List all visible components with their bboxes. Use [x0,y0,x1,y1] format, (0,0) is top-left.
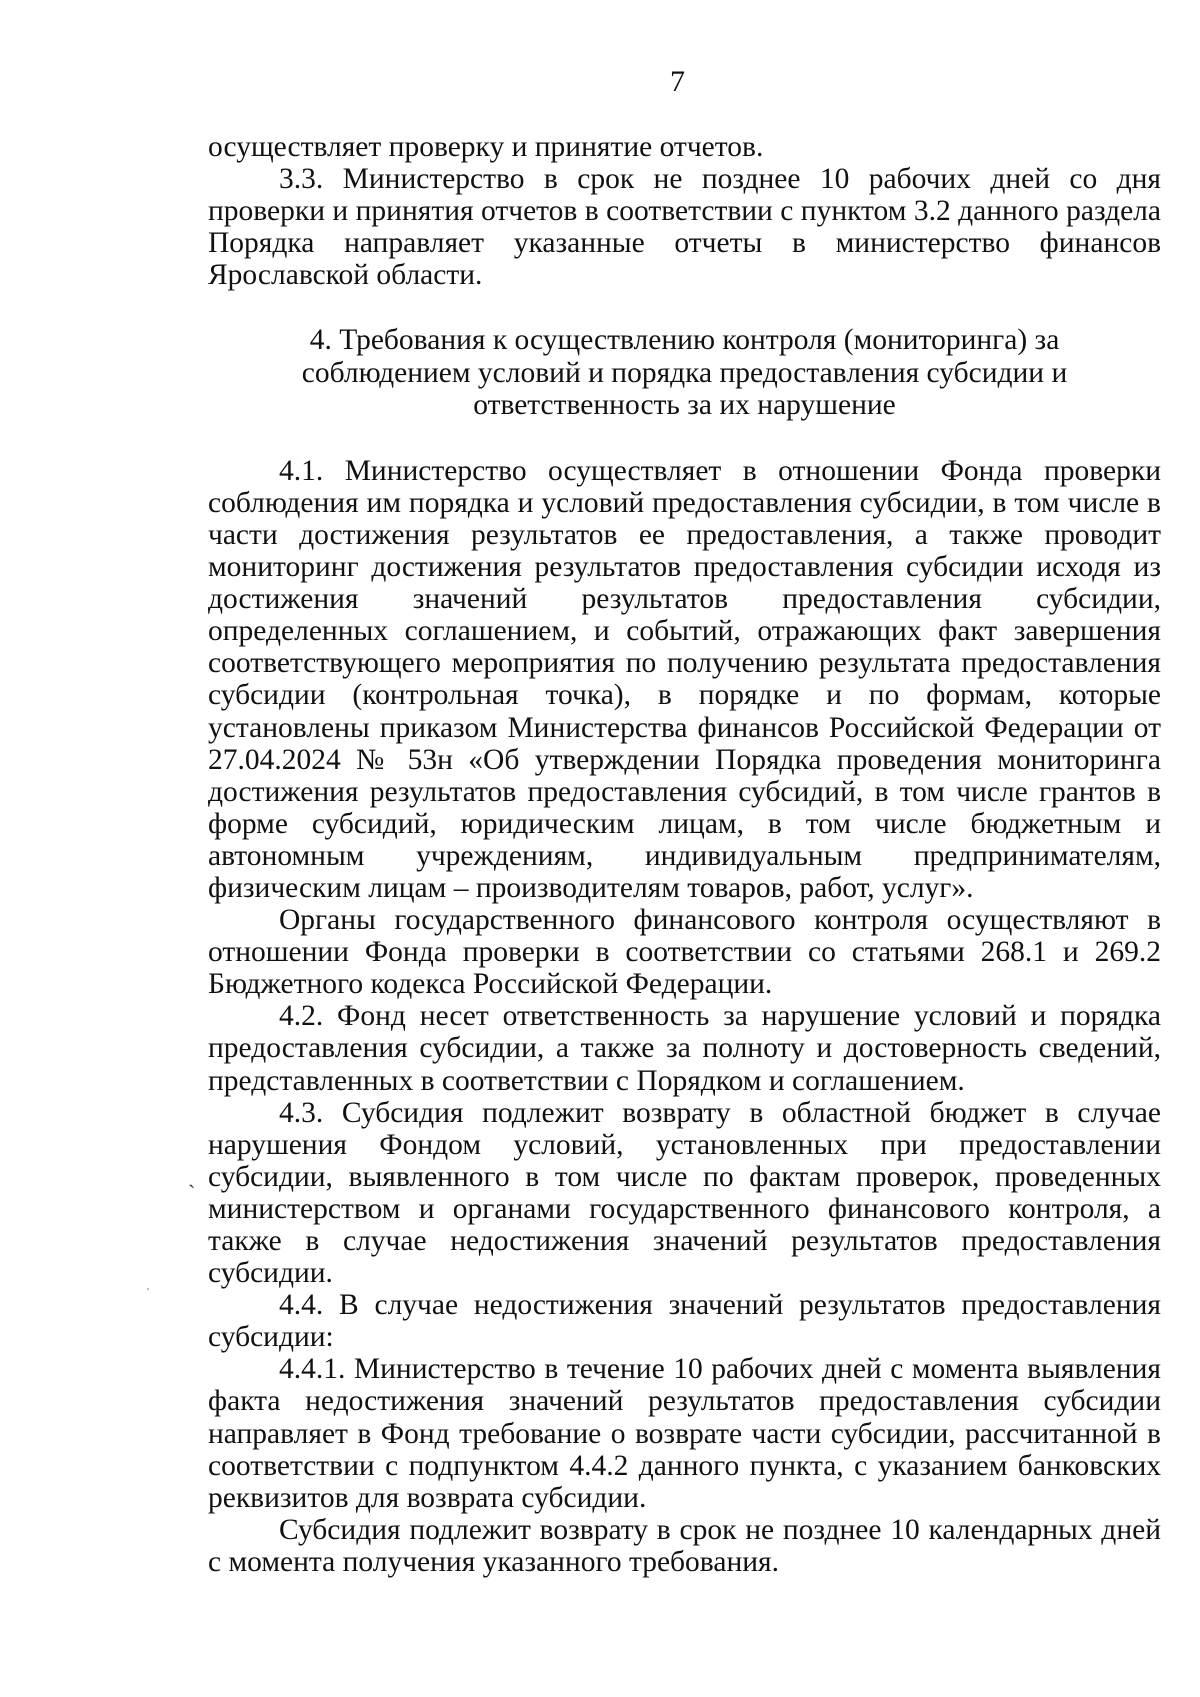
spacer [208,291,1161,324]
page-number: 7 [670,65,685,98]
paragraph-return-deadline: Субсидия подлежит возврату в срок не позднее 10 календарных дней с момента получения указанного требования. [208,1513,1161,1578]
paragraph-4-4-1: 4.4.1. Министерство в течение 10 рабочих дней с момента выявления факта недостижения значений результатов предоставления субсидии направляет в Фонд требование о возврате части субсидии, рассчитанной в соответствии с подпунктом 4.4.2 данного пункта, с указанием банковских реквизитов для возврата субсидии. [208,1353,1161,1514]
paragraph-continuation: осуществляет проверку и принятие отчетов. [208,131,764,163]
paragraph-4-2: 4.2. Фонд несет ответственность за нарушение условий и порядка предоставления субсидии, а также за полноту и достоверность сведений, представленных в соответствии с Порядком и соглашением. [208,1000,1161,1097]
paragraph-4-4: 4.4. В случае недостижения значений результатов предоставления субсидии: [208,1289,1161,1354]
paragraph-4-1: 4.1. Министерство осуществляет в отношении Фонда проверки соблюдения им порядка и условий предоставления субсидии, в том числе в части достижения результатов ее предоставления, а также проводит мониторинг достижения результатов предоставления субсидии исходя из достижения значений результатов предоставления субсидии, определенных соглашением, и событий, отражающих факт завершения соответствующего мероприятия по получению результата предоставления субсидии (контрольная точка), в порядке и по формам, которые установлены приказом Министерства финансов Российской Федерации от 27.04.2024 № 53н «Об утверждении Порядка проведения мониторинга достижения результатов предоставления субсидий, в том числе грантов в форме субсидий, юридическим лицам, в том числе бюджетным и автономным учреждениям, индивидуальным предпринимателям, физическим лицам – производителям товаров, работ, услуг». [208,454,1161,904]
scan-dot [147,1288,149,1290]
margin-tick-mark: ˎ [188,1163,196,1188]
document-body [208,131,1161,1578]
section-heading: 4. Требования к осуществлению контроля (мониторинга) за соблюдением условий и порядка предоставления субсидии и ответственность за их нарушение [301,324,1068,421]
paragraph-3-3: 3.3. Министерство в срок не позднее 10 рабочих дней со дня проверки и принятия отчетов в соответствии с пунктом 3.2 данного раздела Порядка направляет указанные отчеты в министерство финансов Ярославской области. [208,163,1161,292]
paragraph-4-3: 4.3. Субсидия подлежит возврату в областной бюджет в случае нарушения Фондом условий, установленных при предоставлении субсидии, выявленного в том числе по фактам проверок, проведенных министерством и органами государственного финансового контроля, а также в случае недостижения значений результатов предоставления субсидии. [208,1096,1161,1290]
paragraph-control-bodies: Органы государственного финансового контроля осуществляют в отношении Фонда проверки в соответствии со статьями 268.1 и 269.2 Бюджетного кодекса Российской Федерации. [208,904,1161,1001]
spacer [208,421,1161,455]
